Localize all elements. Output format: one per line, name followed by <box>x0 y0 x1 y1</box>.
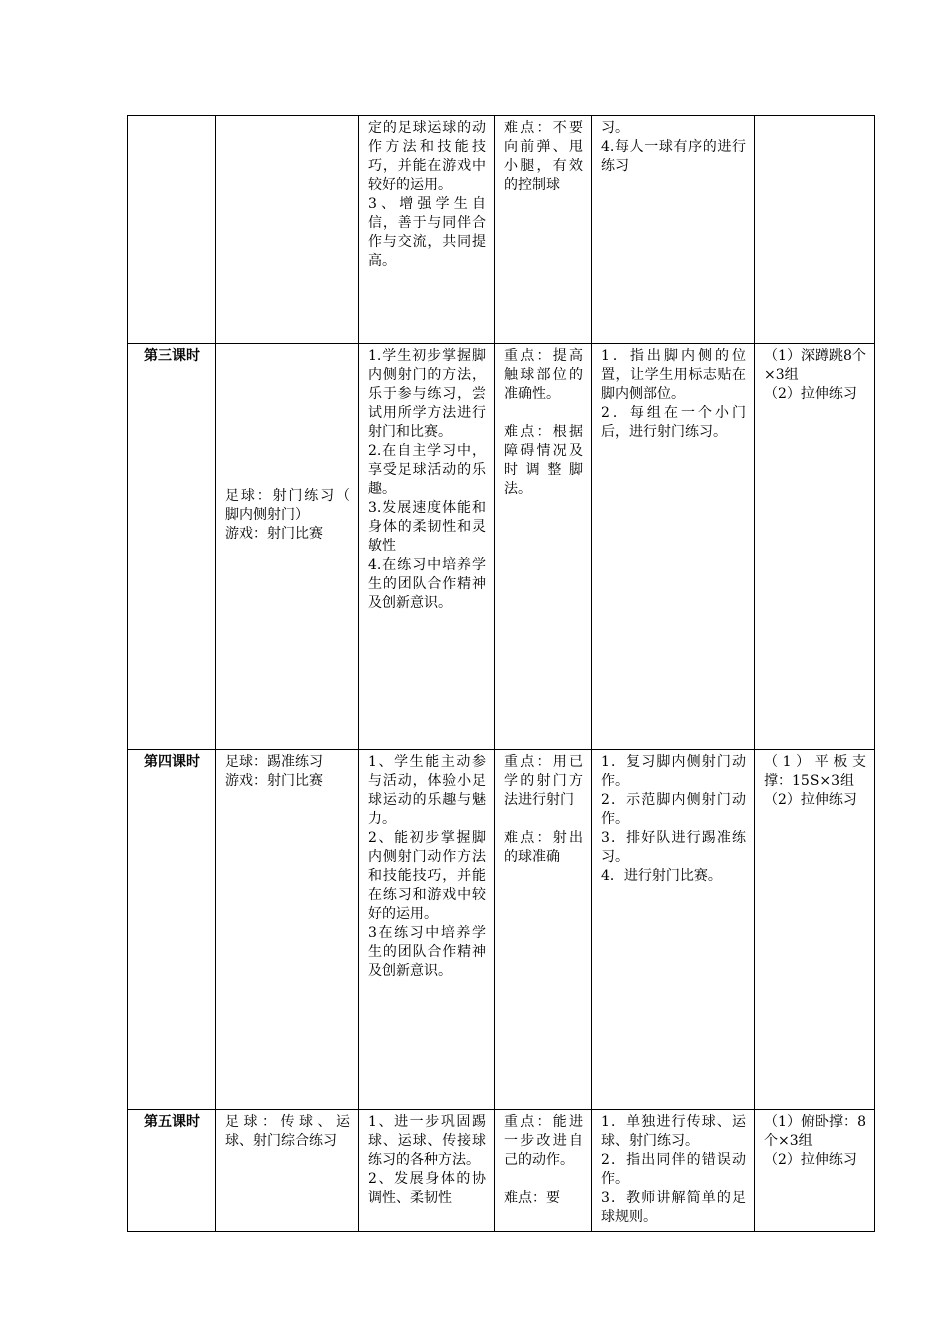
fitness-cell <box>755 1110 875 1232</box>
content-text: 游戏：射门比赛 <box>225 526 323 542</box>
content-cell <box>216 116 359 344</box>
fitness-text: （2）拉伸练习 <box>764 386 857 402</box>
fitness-text: （2）拉伸练习 <box>764 1152 857 1168</box>
method-text: 3．排好队进行踢准练习。 <box>601 830 746 865</box>
objective-text: 2、发展身体的协调性、柔韧性 <box>368 1171 486 1206</box>
lesson-label: 第四课时 <box>144 754 200 770</box>
method-text: 4．进行射门比赛。 <box>601 868 722 884</box>
methods-cell <box>592 1110 755 1232</box>
methods-cell <box>592 344 755 750</box>
objectives-cell <box>359 1110 495 1232</box>
keypoints-cell <box>495 1110 592 1232</box>
objective-text: 1.学生初步掌握脚内侧射门的方法，乐于参与练习，尝试用所学方法进行射门和比赛。 <box>368 348 486 440</box>
lesson-cell <box>128 116 216 344</box>
lesson-cell <box>128 750 216 1110</box>
keypoint-text: 重点：用已学的射门方法进行射门 <box>504 754 583 808</box>
fitness-cell <box>755 750 875 1110</box>
lesson-label: 第五课时 <box>144 1114 200 1130</box>
keypoints-cell <box>495 750 592 1110</box>
methods-cell <box>592 750 755 1110</box>
objective-text: 2、能初步掌握脚内侧射门动作方法和技能技巧，并能在练习和游戏中较好的运用。 <box>368 830 486 922</box>
objective-text: 1、进一步巩固踢球、运球、传接球练习的各种方法。 <box>368 1114 486 1168</box>
content-text: 游戏：射门比赛 <box>225 773 323 789</box>
method-text: 2．示范脚内侧射门动作。 <box>601 792 746 827</box>
fitness-cell <box>755 344 875 750</box>
objectives-cell <box>359 344 495 750</box>
method-text: 1．单独进行传球、运球、射门练习。 <box>601 1114 746 1149</box>
objective-text: 3、增强学生自信，善于与同伴合作与交流，共同提高。 <box>368 196 486 269</box>
fitness-text: （1）平板支撑：15S×3组 <box>764 754 866 789</box>
methods-cell <box>592 116 755 344</box>
method-text: 2．每组在一个小门后，进行射门练习。 <box>601 405 746 440</box>
lesson-cell <box>128 344 216 750</box>
objective-text: 3在练习中培养学生的团队合作精神及创新意识。 <box>368 925 486 979</box>
keypoint-text: 重点：提高触球部位的准确性。 <box>504 348 583 402</box>
lesson-plan-table <box>127 115 875 1232</box>
method-text: 1．指出脚内侧的位置，让学生用标志贴在脚内侧部位。 <box>601 348 746 402</box>
content-cell <box>216 344 364 750</box>
objective-text: 3.发展速度体能和身体的柔韧性和灵敏性 <box>368 500 486 554</box>
method-text: 4.每人一球有序的进行练习 <box>601 139 746 174</box>
table-row-continuation <box>128 116 875 344</box>
spacer <box>504 404 583 423</box>
lesson-label: 第三课时 <box>144 348 200 364</box>
content-text: 足球：传球、运球、射门综合练习 <box>225 1114 350 1149</box>
objective-text: 2.在自主学习中，享受足球活动的乐趣。 <box>368 443 486 497</box>
content-cell <box>216 1110 359 1232</box>
method-text: 2．指出同伴的错误动作。 <box>601 1152 746 1187</box>
content-cell <box>216 750 359 1110</box>
objectives-cell <box>359 116 495 344</box>
table-row-lesson-3 <box>128 344 875 750</box>
keypoint-text: 难点：射出的球准确 <box>504 830 583 865</box>
fitness-cell <box>755 116 875 344</box>
content-block <box>225 487 364 544</box>
content-text: 足球：踢准练习 <box>225 754 323 770</box>
spacer <box>504 810 583 829</box>
method-text: 1．复习脚内侧射门动作。 <box>601 754 746 789</box>
spacer <box>504 1170 583 1189</box>
objective-text: 1、学生能主动参与活动，体验小足球运动的乐趣与魅力。 <box>368 754 486 827</box>
fitness-text: （1）俯卧撑：8个×3组 <box>764 1114 866 1149</box>
fitness-text: （2）拉伸练习 <box>764 792 857 808</box>
method-text: 习。 <box>601 120 629 136</box>
method-text: 3．教师讲解简单的足球规则。 <box>601 1190 746 1225</box>
table-row-lesson-4 <box>128 750 875 1110</box>
keypoints-cell <box>495 116 592 344</box>
keypoint-text: 难点：不要向前弹、甩小腿，有效的控制球 <box>504 120 583 193</box>
keypoint-text: 难点：要 <box>504 1190 560 1206</box>
keypoint-text: 重点：能进一步改进自己的动作。 <box>504 1114 583 1168</box>
content-text: 足球：射门练习（ 脚内侧射门） <box>225 488 364 523</box>
objective-text: 4.在练习中培养学生的团队合作精神及创新意识。 <box>368 557 486 611</box>
keypoint-text: 难点：根据障碍情况及时调整脚法。 <box>504 424 583 497</box>
table-row-lesson-5 <box>128 1110 875 1232</box>
keypoints-cell <box>495 344 592 750</box>
objective-text: 定的足球运球的动作方法和技能技巧，并能在游戏中较好的运用。 <box>368 120 486 193</box>
lesson-cell <box>128 1110 216 1232</box>
fitness-text: （1）深蹲跳8个×3组 <box>764 348 866 383</box>
objectives-cell <box>359 750 495 1110</box>
